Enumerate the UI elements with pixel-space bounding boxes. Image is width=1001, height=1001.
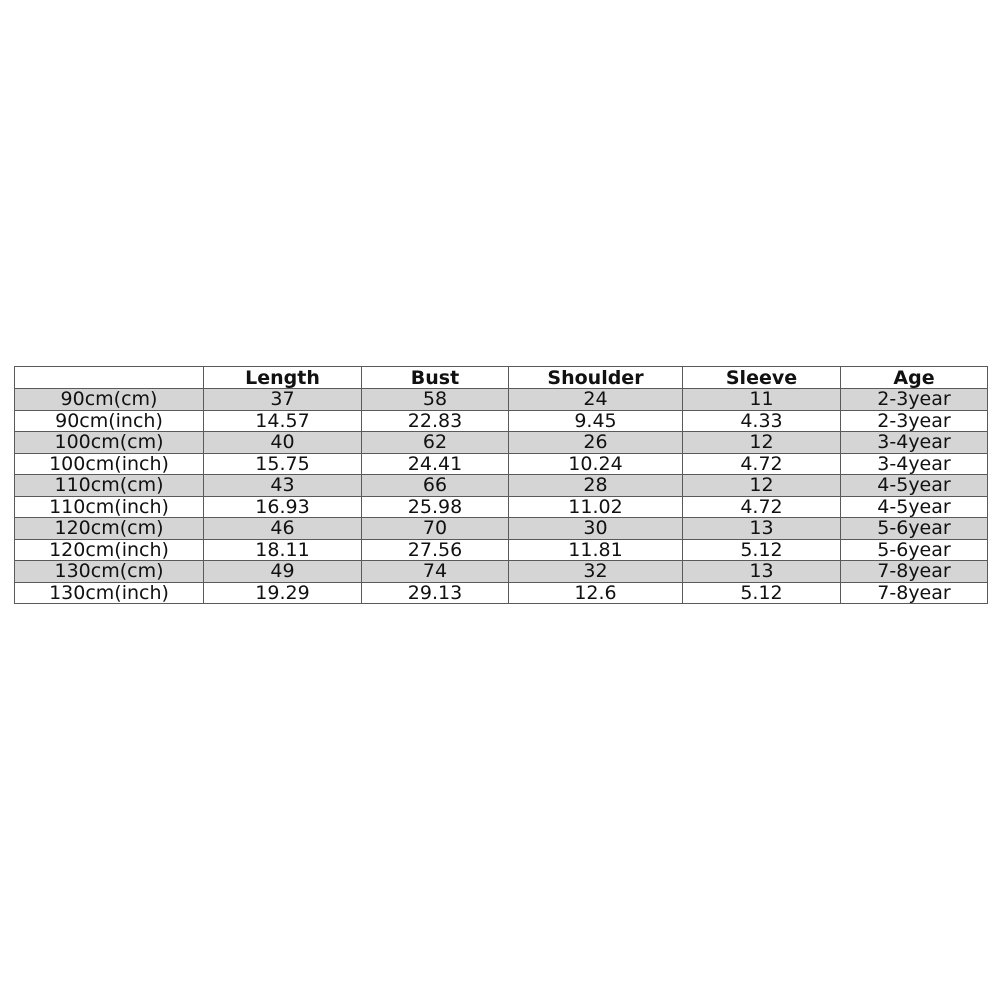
cell-length: 49 <box>204 561 362 583</box>
header-row <box>15 367 988 389</box>
cell-age: 2-3year <box>841 410 988 432</box>
cell-sleeve: 11 <box>683 389 841 411</box>
table-row <box>15 475 988 497</box>
cell-shoulder: 11.02 <box>509 496 683 518</box>
cell-age: 2-3year <box>841 389 988 411</box>
cell-bust: 22.83 <box>362 410 509 432</box>
cell-size: 110cm(inch) <box>15 496 204 518</box>
cell-length: 15.75 <box>204 453 362 475</box>
cell-length: 43 <box>204 475 362 497</box>
cell-shoulder: 24 <box>509 389 683 411</box>
cell-age: 3-4year <box>841 432 988 454</box>
header-length: Length <box>204 367 362 389</box>
cell-bust: 62 <box>362 432 509 454</box>
cell-size: 90cm(inch) <box>15 410 204 432</box>
header-sleeve: Sleeve <box>683 367 841 389</box>
cell-age: 7-8year <box>841 582 988 604</box>
cell-length: 37 <box>204 389 362 411</box>
cell-sleeve: 4.72 <box>683 453 841 475</box>
cell-length: 46 <box>204 518 362 540</box>
cell-shoulder: 30 <box>509 518 683 540</box>
cell-size: 120cm(inch) <box>15 539 204 561</box>
table-row <box>15 561 988 583</box>
cell-length: 40 <box>204 432 362 454</box>
cell-shoulder: 28 <box>509 475 683 497</box>
table-row <box>15 539 988 561</box>
cell-shoulder: 9.45 <box>509 410 683 432</box>
table-row <box>15 432 988 454</box>
cell-shoulder: 32 <box>509 561 683 583</box>
cell-sleeve: 13 <box>683 561 841 583</box>
header-bust: Bust <box>362 367 509 389</box>
cell-size: 130cm(cm) <box>15 561 204 583</box>
cell-size: 130cm(inch) <box>15 582 204 604</box>
size-chart-table <box>14 366 988 604</box>
cell-age: 5-6year <box>841 518 988 540</box>
cell-size: 100cm(inch) <box>15 453 204 475</box>
cell-sleeve: 5.12 <box>683 539 841 561</box>
cell-length: 19.29 <box>204 582 362 604</box>
table-row <box>15 410 988 432</box>
cell-shoulder: 10.24 <box>509 453 683 475</box>
cell-length: 18.11 <box>204 539 362 561</box>
cell-age: 7-8year <box>841 561 988 583</box>
cell-age: 3-4year <box>841 453 988 475</box>
cell-bust: 66 <box>362 475 509 497</box>
cell-sleeve: 12 <box>683 475 841 497</box>
cell-sleeve: 4.72 <box>683 496 841 518</box>
cell-age: 4-5year <box>841 496 988 518</box>
cell-size: 110cm(cm) <box>15 475 204 497</box>
table-row <box>15 518 988 540</box>
cell-shoulder: 26 <box>509 432 683 454</box>
cell-bust: 29.13 <box>362 582 509 604</box>
table-row <box>15 582 988 604</box>
cell-sleeve: 5.12 <box>683 582 841 604</box>
cell-size: 120cm(cm) <box>15 518 204 540</box>
cell-bust: 24.41 <box>362 453 509 475</box>
cell-bust: 74 <box>362 561 509 583</box>
cell-shoulder: 12.6 <box>509 582 683 604</box>
cell-bust: 70 <box>362 518 509 540</box>
table-row <box>15 389 988 411</box>
cell-sleeve: 4.33 <box>683 410 841 432</box>
cell-age: 5-6year <box>841 539 988 561</box>
cell-size: 100cm(cm) <box>15 432 204 454</box>
table-row <box>15 453 988 475</box>
header-shoulder: Shoulder <box>509 367 683 389</box>
cell-bust: 58 <box>362 389 509 411</box>
cell-length: 14.57 <box>204 410 362 432</box>
cell-sleeve: 12 <box>683 432 841 454</box>
cell-length: 16.93 <box>204 496 362 518</box>
cell-age: 4-5year <box>841 475 988 497</box>
cell-size: 90cm(cm) <box>15 389 204 411</box>
cell-sleeve: 13 <box>683 518 841 540</box>
cell-shoulder: 11.81 <box>509 539 683 561</box>
cell-bust: 25.98 <box>362 496 509 518</box>
header-age: Age <box>841 367 988 389</box>
table-row <box>15 496 988 518</box>
header-size <box>15 367 204 389</box>
cell-bust: 27.56 <box>362 539 509 561</box>
